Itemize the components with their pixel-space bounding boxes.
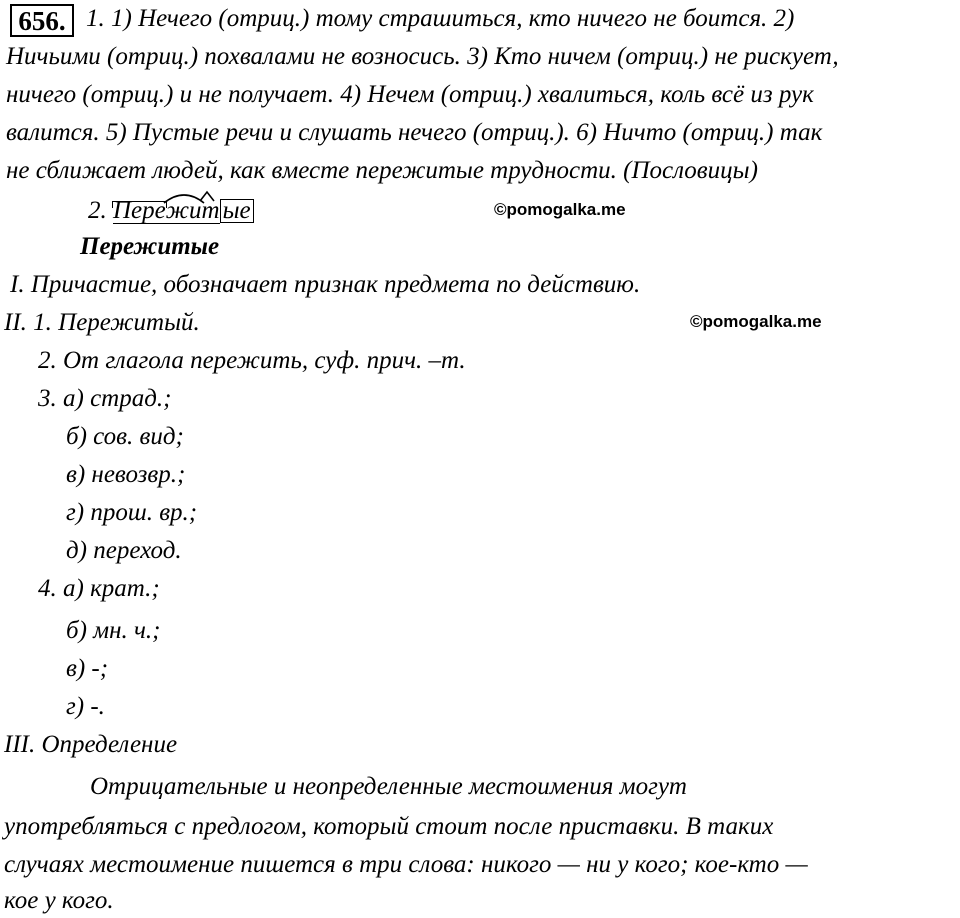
analysis-item-4b: б) мн. ч.; <box>66 617 161 644</box>
exercise-line-4: валится. 5) Пустые речи и слушать нечего (отриц.). 6) Ничто (отриц.) так <box>6 119 823 146</box>
suffix-mark: т <box>202 199 220 223</box>
analysis-item-3g: г) прош. вр.; <box>66 499 198 526</box>
analysis-item-3d: д) переход. <box>66 537 182 564</box>
analysis-item-2: 2. От глагола пережить, суф. прич. –т. <box>38 347 466 374</box>
rule-line-4: кое у кого. <box>4 887 114 914</box>
rule-line-3: случаях местоимение пишется в три слова: никого — ни у кого; кое-кто — <box>4 851 808 878</box>
exercise-line-1: 1. 1) Нечего (отриц.) тому страшиться, кто ничего не боится. 2) <box>86 5 795 32</box>
analysis-item-4a: 4. а) крат.; <box>38 575 160 602</box>
analysis-item-3a: 3. а) страд.; <box>38 385 172 412</box>
watermark-1: ©pomogalka.me <box>494 200 626 219</box>
word-base <box>113 199 220 224</box>
rule-line-1: Отрицательные и неопределенные местоимения могут <box>90 773 687 800</box>
root-mark: жи <box>166 199 202 223</box>
analysis-item-4g: г) -. <box>66 693 105 720</box>
ending-mark: ые <box>220 199 254 223</box>
exercise-line-2: Ничьими (отриц.) похвалами не возносись. 3) Кто ничем (отриц.) не рискует, <box>6 43 839 70</box>
suffix-caret-icon <box>199 190 215 202</box>
exercise-line-3: ничего (отриц.) и не получает. 4) Нечем (отриц.) хвалиться, коль всё из рук <box>6 81 814 108</box>
prefix-mark: Пере <box>113 197 166 224</box>
analysis-part-3: III. Определение <box>4 731 178 758</box>
exercise-line-5: не сближает людей, как вместе пережитые трудности. (Пословицы) <box>6 157 758 184</box>
analysis-item-4v: в) -; <box>66 655 109 682</box>
analysis-part-1: I. Причастие, обозначает признак предмета по действию. <box>10 271 641 298</box>
analysis-item-3b: б) сов. вид; <box>66 423 184 450</box>
rule-line-2: употребляться с предлогом, который стоит после приставки. В таких <box>4 813 774 840</box>
analysis-item-3v: в) невозвр.; <box>66 461 186 488</box>
analysis-heading: Пережитые <box>80 233 220 260</box>
morphemic-analysis <box>88 196 254 226</box>
analysis-part-2-title: II. 1. Пережитый. <box>4 309 200 336</box>
morphemic-label: 2. <box>88 197 107 224</box>
exercise-number: 656. <box>10 4 74 37</box>
watermark-2: ©pomogalka.me <box>690 312 822 331</box>
